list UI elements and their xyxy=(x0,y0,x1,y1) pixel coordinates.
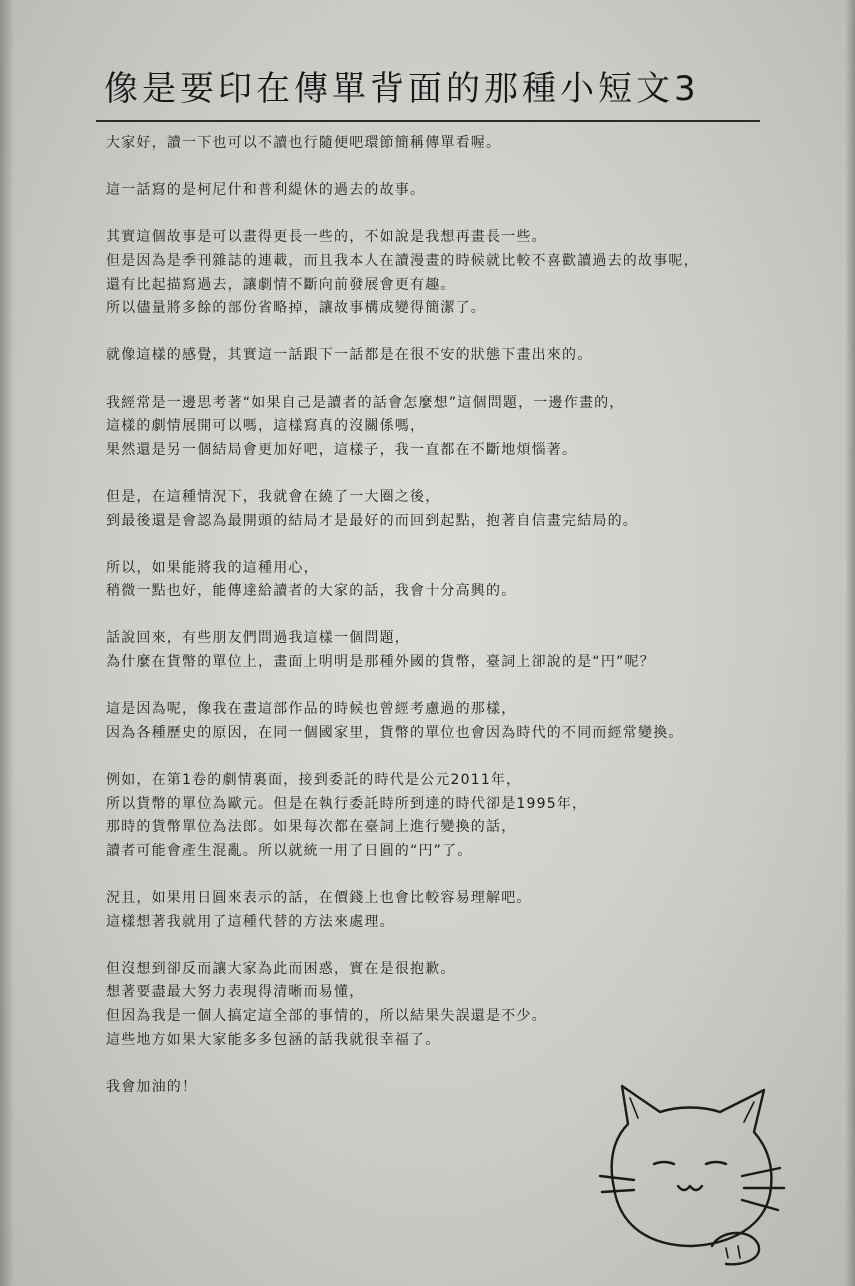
text-line: 但因為我是一個人搞定這全部的事情的，所以結果失誤還是不少。 xyxy=(106,1007,547,1024)
paragraph xyxy=(106,486,806,533)
text-line: 但是，在這種情況下，我就會在繞了一大圈之後， xyxy=(106,488,441,505)
text-line: 那時的貨幣單位為法郎。如果每次都在臺詞上進行變換的話， xyxy=(106,819,517,836)
text-line: 這樣想著我就用了這種代替的方法來處理。 xyxy=(106,913,395,930)
text-line: 所以，如果能將我的這種用心， xyxy=(106,559,319,576)
text-line: 其實這個故事是可以畫得更長一些的，不如說是我想再畫長一些。 xyxy=(106,229,547,246)
page-edge-shadow-right xyxy=(845,0,855,1286)
text-line: 況且，如果用日圓來表示的話，在價錢上也會比較容易理解吧。 xyxy=(106,890,532,906)
text-line: 為什麼在貨幣的單位上，畫面上明明是那種外國的貨幣，臺詞上卻說的是“円”呢？ xyxy=(106,654,655,671)
paragraph xyxy=(106,698,806,745)
page-title: 像是要印在傳單背面的那種小短文3 xyxy=(104,69,700,109)
paragraph xyxy=(106,958,806,1052)
text-line: 這樣的劇情展開可以嗎，這樣寫真的沒關係嗎， xyxy=(106,418,426,435)
paragraph xyxy=(106,887,806,934)
text-line: 果然還是另一個結局會更加好吧，這樣子，我一直都在不斷地煩惱著。 xyxy=(106,441,578,458)
text-line: 這是因為呢，像我在畫這部作品的時候也曾經考慮過的那樣， xyxy=(106,701,517,718)
text-line: 但是因為是季刊雜誌的連載，而且我本人在讀漫畫的時候就比較不喜歡讀過去的故事呢， xyxy=(106,252,699,269)
page-edge-shadow-left xyxy=(0,0,14,1286)
paragraph xyxy=(106,226,806,320)
title-underline xyxy=(96,120,760,122)
text-line: 就像這樣的感覺，其實這一話跟下一話都是在很不安的狀態下畫出來的。 xyxy=(106,347,593,364)
paragraph xyxy=(106,179,806,203)
text-line: 因為各種歷史的原因，在同一個國家里，貨幣的單位也會因為時代的不同而經常變換。 xyxy=(106,724,684,741)
text-line: 稍微一點也好，能傳達給讀者的大家的話，我會十分高興的。 xyxy=(106,583,517,600)
text-line: 但沒想到卻反而讓大家為此而困惑，實在是很抱歉。 xyxy=(106,960,456,977)
text-line: 我會加油的！ xyxy=(106,1078,198,1095)
paragraph xyxy=(106,627,806,674)
paragraph xyxy=(106,132,806,156)
paragraph xyxy=(106,392,806,463)
text-line: 所以貨幣的單位為歐元。但是在執行委託時所到達的時代卻是1995年， xyxy=(106,795,588,812)
text-line: 話說回來，有些朋友們問過我這樣一個問題， xyxy=(106,630,410,647)
text-line: 所以儘量將多餘的部份省略掉，讓故事構成變得簡潔了。 xyxy=(106,300,486,317)
text-line: 還有比起描寫過去，讓劇情不斷向前發展會更有趣。 xyxy=(106,276,456,293)
paragraph xyxy=(106,344,806,368)
text-line: 到最後還是會認為最開頭的結局才是最好的而回到起點，抱著自信畫完結局的。 xyxy=(106,512,638,529)
text-line: 讀者可能會產生混亂。所以就統一用了日圓的“円”了。 xyxy=(106,842,473,859)
text-line: 這一話寫的是柯尼什和普利緹休的過去的故事。 xyxy=(106,182,426,199)
text-line: 我經常是一邊思考著“如果自己是讀者的話會怎麼想”這個問題，一邊作畫的， xyxy=(106,394,625,411)
text-line: 例如，在第1卷的劇情裏面，接到委託的時代是公元2011年， xyxy=(106,772,522,789)
text-line: 大家好，讀一下也可以不讀也行隨便吧環節簡稱傳單看喔。 xyxy=(106,135,502,151)
paragraph xyxy=(106,769,806,863)
cat-doodle-icon xyxy=(594,1068,790,1268)
paragraph xyxy=(106,557,806,604)
afterword-body xyxy=(106,132,806,1123)
text-line: 想著要盡最大努力表現得清晰而易懂， xyxy=(106,984,365,1001)
text-line: 這些地方如果大家能多多包涵的話我就很幸福了。 xyxy=(106,1031,441,1048)
